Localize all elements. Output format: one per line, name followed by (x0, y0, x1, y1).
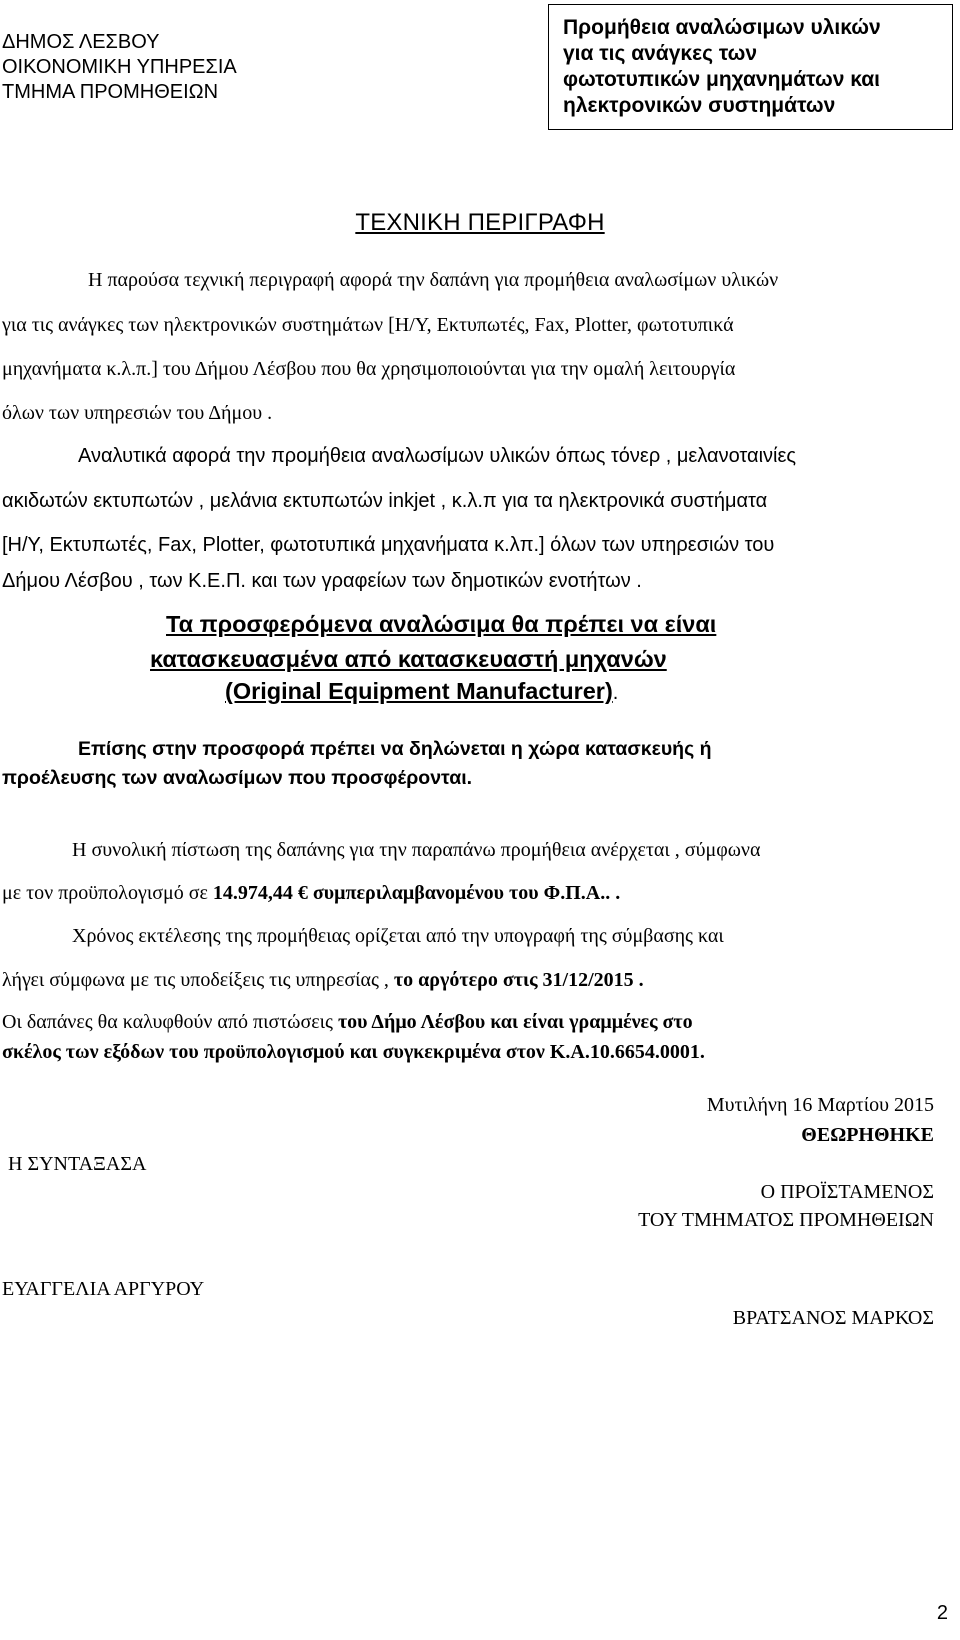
author-name: ΕΥΑΓΓΕΛΙΑ ΑΡΓΥΡΟΥ (2, 1278, 205, 1300)
credit-line1: Η συνολική πίστωση της δαπάνης για την παραπάνω προμήθεια ανέρχεται , σύμφωνα (72, 839, 761, 861)
para1-line1: Η παρούσα τεχνική περιγραφή αφορά την δαπάνη για προμήθεια αναλωσίμων υλικών (88, 269, 779, 291)
head-role-line1: Ο ΠΡΟΪΣΤΑΜΕΝΟΣ (760, 1181, 934, 1203)
subject-line-2: για τις ανάγκες των (563, 42, 758, 65)
document-heading: ΤΕΧΝΙΚΗ ΠΕΡΙΓΡΑΦΗ (355, 209, 605, 236)
org-department: ΤΜΗΜΑ ΠΡΟΜΗΘΕΙΩΝ (2, 81, 219, 103)
para2-line1: Αναλυτικά αφορά την προμήθεια αναλωσίμων υλικών όπως τόνερ , μελανοταινίες (78, 445, 797, 467)
para2-line2: ακιδωτών εκτυπωτών , μελάνια εκτυπωτών inkjet , κ.λ.π για τα ηλεκτρονικά συστήματα (2, 490, 768, 512)
org-municipality: ΔΗΜΟΣ ΛΕΣΒΟΥ (2, 31, 160, 53)
head-name: ΒΡΑΤΣΑΝΟΣ ΜΑΡΚΟΣ (732, 1307, 934, 1329)
page-number: 2 (936, 1602, 948, 1624)
credit-terminator: . . (605, 882, 621, 904)
funding-line2 (2, 1040, 705, 1064)
oem-statement-line3 (225, 677, 618, 705)
para1-line2: για τις ανάγκες των ηλεκτρονικών συστημάτων [Η/Υ, Εκτυπωτές, Fax, Plotter, φωτοτυπικά (2, 314, 734, 336)
oem-statement-line2: κατασκευασμένα από κατασκευαστή μηχανών (150, 646, 667, 672)
duration-line2 (2, 968, 644, 992)
place-date: Μυτιλήνη 16 Μαρτίου 2015 (706, 1094, 934, 1116)
duration-line1: Χρόνος εκτέλεσης της προμήθειας ορίζεται από την υπογραφή της σύμβασης και (72, 925, 724, 947)
para1-line3: μηχανήματα κ.λ.π.] του Δήμου Λέσβου που θα χρησιμοποιούνται για την ομαλή λειτουργία (2, 358, 736, 380)
duration-text: λήγει σύμφωνα με τις υποδείξεις τις υπηρεσίας , (2, 969, 394, 991)
head-role-line2: ΤΟΥ ΤΜΗΜΑΤΟΣ ΠΡΟΜΗΘΕΙΩΝ (638, 1209, 934, 1231)
subject-title-box (548, 4, 953, 130)
duration-terminator: . (633, 969, 644, 991)
para2-line4: Δήμου Λέσβου , των Κ.Ε.Π. και των γραφείων των δημοτικών ενοτήτων . (2, 570, 642, 592)
oem-manufacturer-term: (Original Equipment Manufacturer) (225, 678, 613, 704)
subject-line-1: Προμήθεια αναλώσιμων υλικών (563, 16, 881, 39)
oem-terminator: . (612, 682, 619, 704)
funding-budget-code: σκέλος των εξόδων του προϋπολογισμού και συγκεκριμένα στον Κ.Α.10.6654.0001. (2, 1041, 705, 1063)
credit-line2 (2, 881, 620, 905)
duration-deadline: το αργότερο στις 31/12/2015 (393, 969, 634, 991)
origin-notice-line1: Επίσης στην προσφορά πρέπει να δηλώνεται η χώρα κατασκευής ή (78, 738, 712, 760)
oem-statement-line1: Τα προσφερόμενα αναλώσιμα θα πρέπει να είναι (166, 611, 717, 637)
para2-line3: [Η/Υ, Εκτυπωτές, Fax, Plotter, φωτοτυπικά μηχανήματα κ.λπ.] όλων των υπηρεσιών του (2, 534, 775, 556)
subject-line-4: ηλεκτρονικών συστημάτων (563, 94, 836, 117)
origin-notice-line2: προέλευσης των αναλωσίμων που προσφέρονται. (2, 767, 473, 789)
funding-source: του Δήμο Λέσβου και είναι γραμμένες στο (337, 1011, 693, 1033)
org-service: ΟΙΚΟΝΟΜΙΚΗ ΥΠΗΡΕΣΙΑ (2, 56, 237, 78)
para1-line4: όλων των υπηρεσιών του Δήμου . (2, 402, 273, 424)
author-role: Η ΣΥΝΤΑΞΑΣΑ (8, 1153, 147, 1175)
funding-text: Οι δαπάνες θα καλυφθούν από πιστώσεις (2, 1011, 338, 1033)
credit-amount: 14.974,44 € συμπεριλαμβανομένου του Φ.Π.Α. (212, 882, 606, 904)
organization-block (2, 30, 237, 105)
subject-line-3: φωτοτυπικών μηχανημάτων και (563, 68, 880, 91)
credit-text: με τον προϋπολογισμό σε (2, 882, 213, 904)
approved-stamp-text: ΘΕΩΡΗΘΗΚΕ (801, 1124, 934, 1146)
funding-line1 (2, 1010, 693, 1034)
